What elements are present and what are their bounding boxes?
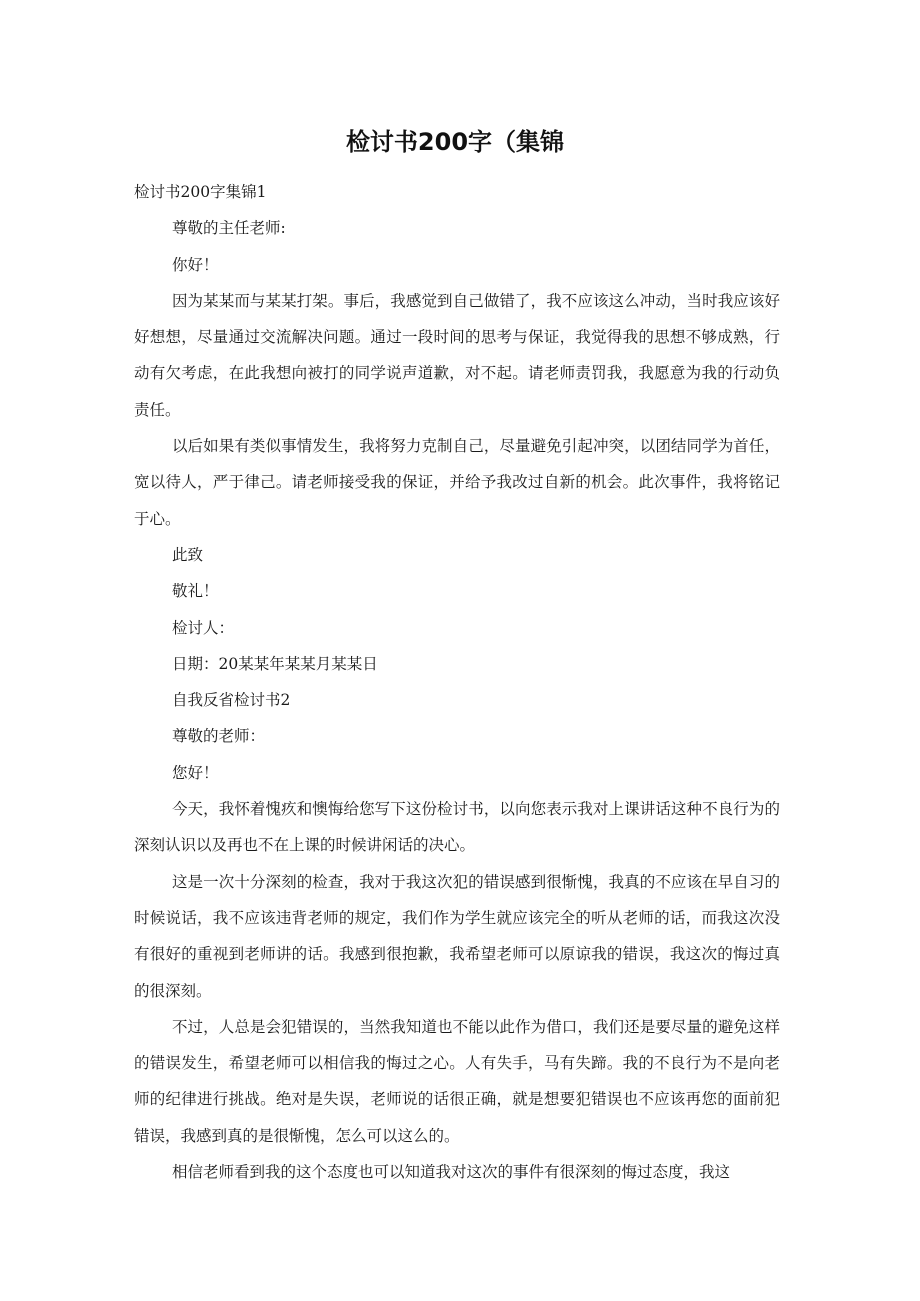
paragraph: 检讨人： (171, 618, 234, 637)
paragraph: 尊敬的主任老师: (171, 219, 286, 238)
paragraph: 尊敬的老师： (171, 727, 265, 746)
paragraph: 以后如果有类似事情发生，我将努力克制自己，尽量避免引起冲突，以团结同学为首任，宽以待人，严于律己。请老师接受我的保证，并给予我改过自新的机会。此次事件，我将铭记于心。 (134, 437, 780, 528)
document-body (134, 174, 780, 1190)
paragraph: 此致 (171, 545, 203, 564)
paragraph: 因为某某而与某某打架。事后，我感觉到自己做错了，我不应该这么冲动，当时我应该好好想想，尽量通过交流解决问题。通过一段时间的思考与保证，我觉得我的思想不够成熟，行动有欠考虑，在此我想向被打的同学说声道歉，对不起。请老师责罚我，我愿意为我的行动负责任。 (134, 291, 780, 419)
paragraph: 你好！ (171, 255, 219, 274)
paragraph: 日期：20某某年某某月某某日 (171, 654, 378, 673)
document-title: 检讨书200字（集锦 (345, 128, 565, 156)
paragraph: 今天，我怀着愧疚和懊悔给您写下这份检讨书，以向您表示我对上课讲话这种不良行为的深刻认识以及再也不在上课的时候讲闲话的决心。 (134, 800, 780, 855)
paragraph: 检讨书200字集锦1 (134, 183, 267, 201)
paragraph: 敬礼！ (171, 582, 219, 601)
paragraph: 相信老师看到我的这个态度也可以知道我对这次的事件有很深刻的悔过态度，我这 (171, 1163, 730, 1182)
paragraph: 您好！ (171, 763, 219, 782)
paragraph: 这是一次十分深刻的检查，我对于我这次犯的错误感到很惭愧，我真的不应该在早自习的时候说话，我不应该违背老师的规定，我们作为学生就应该完全的听从老师的话，而我这次没有很好的重视到老师讲的话。我感到很抱歉，我希望老师可以原谅我的错误，我这次的悔过真的很深刻。 (134, 872, 780, 1000)
paragraph: 自我反省检讨书2 (171, 691, 291, 710)
paragraph: 不过，人总是会犯错误的，当然我知道也不能以此作为借口，我们还是要尽量的避免这样的错误发生，希望老师可以相信我的悔过之心。人有失手，马有失蹄。我的不良行为不是向老师的纪律进行挑战。绝对是失误，老师说的话很正确，就是想要犯错误也不应该再您的面前犯错误，我感到真的是很惭愧，怎么可以这么的。 (134, 1017, 780, 1145)
